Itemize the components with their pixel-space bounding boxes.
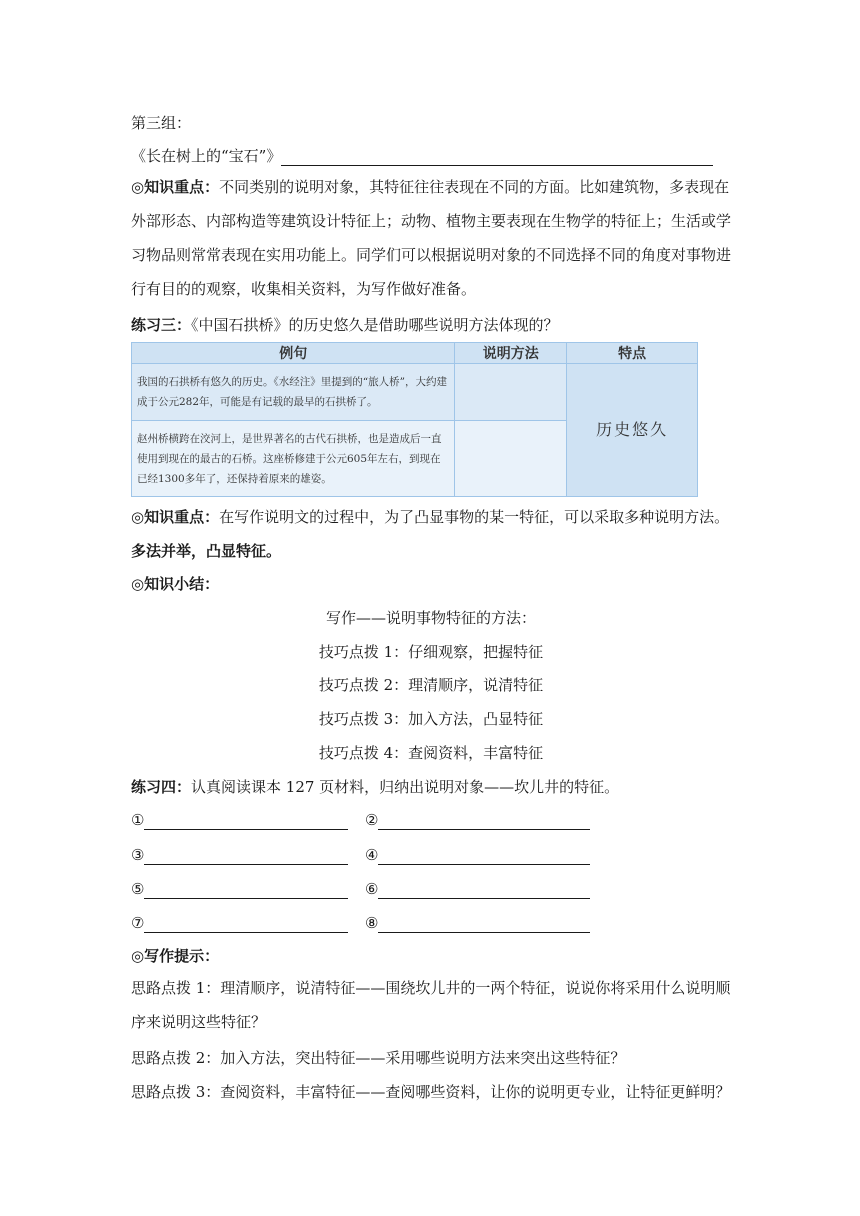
- article-title: 《长在树上的“宝石”》: [131, 147, 282, 165]
- writing-tip: 思路点拨 3：查阅资料，丰富特征——查阅哪些资料，让你的说明更专业，让特征更鲜明？: [131, 1083, 731, 1101]
- knowledge-text: 在写作说明文的过程中，为了凸显事物的某一特征，可以采取多种说明方法。: [219, 508, 730, 526]
- exercise4-line: [131, 777, 619, 797]
- answer-number: ①: [131, 811, 145, 829]
- exercise3-question: 《中国石拱桥》的历史悠久是借助哪些说明方法体现的？: [191, 316, 559, 334]
- answer-blank[interactable]: [144, 882, 348, 899]
- answer-number: ⑧: [365, 914, 379, 932]
- knowledge-emphasis: 多法并举，凸显特征。: [131, 542, 282, 560]
- exercise4-question: 认真阅读课本 127 页材料，归纳出说明对象——坎儿井的特征。: [191, 778, 620, 796]
- feature-cell: 历史悠久: [567, 364, 698, 497]
- method-cell-1[interactable]: [455, 364, 567, 421]
- example-sentence-2: 赵州桥横跨在洨河上，是世界著名的古代石拱桥，也是造成后一直使用到现在的最古的石桥。这座桥修建于公元605年左右，到现在已经1300多年了，还保持着原来的雄姿。: [132, 421, 455, 497]
- exercise3-label: 练习三：: [131, 316, 192, 334]
- answer-number: ③: [131, 846, 145, 864]
- answer-line-8: [365, 913, 590, 933]
- writing-tip: 思路点拨 2：加入方法，突出特征——采用哪些说明方法来突出这些特征？: [131, 1049, 626, 1067]
- knowledge-text: 不同类别的说明对象，其特征往往表现在不同的方面。比如建筑物，多表现在外部形态、内部构造等建筑设计特征上；动物、植物主要表现在生物学的特征上；生活或学习物品则常常表现在实用功能上。同学们可以根据说明对象的不同选择不同的角度对事物进行有目的的观察，收集相关资料，为写作做好准备。: [131, 178, 732, 298]
- article-title-line: [131, 146, 713, 166]
- header-method: 说明方法: [455, 343, 567, 364]
- answer-line-4: [365, 845, 590, 865]
- answer-blank[interactable]: [144, 916, 348, 933]
- answer-number: ⑥: [365, 880, 379, 898]
- writing-tips-marker: ◎写作提示：: [131, 947, 220, 965]
- answer-line-6: [365, 879, 590, 899]
- summary-tip: 技巧点拨 3：加入方法，凸显特征: [318, 710, 544, 728]
- example-table: [131, 342, 698, 497]
- header-example: 例句: [132, 343, 455, 364]
- answer-blank[interactable]: [378, 848, 590, 865]
- answer-blank[interactable]: [378, 882, 590, 899]
- knowledge-point-1: [131, 170, 731, 306]
- summary-title: 写作——说明事物特征的方法：: [325, 609, 536, 627]
- answer-line-1: [131, 810, 348, 830]
- summary-marker: ◎知识小结：: [131, 575, 220, 593]
- answer-number: ⑤: [131, 880, 145, 898]
- answer-blank[interactable]: [378, 916, 590, 933]
- example-sentence-1: 我国的石拱桥有悠久的历史。《水经注》里提到的“旅人桥”，大约建成于公元282年，可能是有记载的最早的石拱桥了。: [132, 364, 455, 421]
- answer-blank-article[interactable]: [281, 149, 713, 166]
- answer-number: ⑦: [131, 914, 145, 932]
- knowledge-point-2: [131, 507, 729, 527]
- exercise3-line: [131, 315, 559, 335]
- method-cell-2[interactable]: [455, 421, 567, 497]
- answer-blank[interactable]: [144, 813, 348, 830]
- knowledge-marker: ◎知识重点：: [131, 178, 220, 196]
- group-label: 第三组：: [131, 114, 192, 132]
- writing-tip: 思路点拨 1：理清顺序，说清特征——围绕坎儿井的一两个特征，说说你将采用什么说明顺序来说明这些特征？: [131, 979, 731, 1031]
- summary-tip: 技巧点拨 2：理清顺序，说清特征: [318, 676, 544, 694]
- answer-line-3: [131, 845, 348, 865]
- summary-tip: 技巧点拨 4：查阅资料，丰富特征: [318, 744, 544, 762]
- knowledge-marker: ◎知识重点：: [131, 508, 220, 526]
- answer-blank[interactable]: [144, 848, 348, 865]
- exercise4-label: 练习四：: [131, 778, 192, 796]
- answer-line-7: [131, 913, 348, 933]
- answer-line-5: [131, 879, 348, 899]
- answer-blank[interactable]: [378, 813, 590, 830]
- answer-number: ④: [365, 846, 379, 864]
- answer-line-2: [365, 810, 590, 830]
- summary-tip: 技巧点拨 1：仔细观察，把握特征: [318, 643, 544, 661]
- header-feature: 特点: [567, 343, 698, 364]
- answer-number: ②: [365, 811, 379, 829]
